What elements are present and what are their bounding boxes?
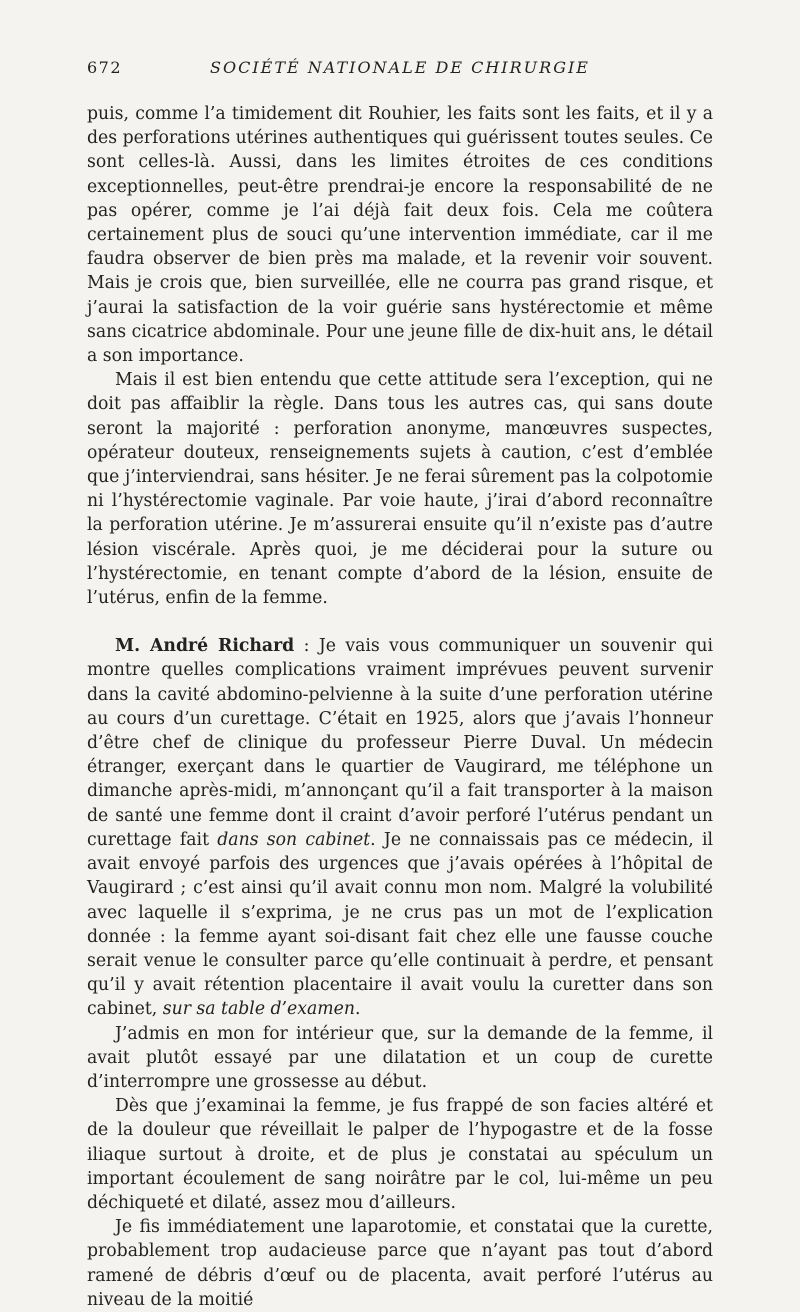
paragraph: Mais il est bien entendu que cette attitude sera l’exception, qui ne doit pas affaiblir la règle. Dans tous les autres cas, qui sans doute seront la majorité : perforation anonyme, manœuvres suspectes, opérateur douteux, renseignements sujets à caution, c’est d’emblée que j’interviendrai, sans hésiter. Je ne ferai sûrement pas la colpotomie ni l’hystérectomie vaginale. Par voie haute, j’irai d’abord reconnaître la perforation utérine. Je m’assurerai ensuite qu’il n’existe pas d’autre lésion viscérale. Après quoi, je me déciderai pour la suture ou l’hystérectomie, en tenant compte d’abord de la lésion, ensuite de l’utérus, enfin de la femme. [87, 370, 713, 609]
page-number: 672 [87, 58, 123, 77]
running-title: SOCIÉTÉ NATIONALE DE CHIRURGIE [210, 58, 590, 77]
paragraph: puis, comme l’a timidement dit Rouhier, les faits sont les faits, et il y a des perforations utérines authentiques qui guérissent toutes seules. Ce sont celles-là. Aussi, dans les limites étroites de ces conditions exceptionnelles, peut-être prendrai-je encore la responsabilité de ne pas opérer, comme je l’ai déjà fait deux fois. Cela me coûtera certainement plus de souci qu’une intervention immédiate, car il me faudra observer de bien près ma malade, et la revenir voir souvent. Mais je crois que, bien surveillée, elle ne courra pas grand risque, et j’aurai la satisfaction de la voir guérie sans hystérectomie et même sans cicatrice abdominale. Pour une jeune fille de dix-huit ans, le détail a son importance. [87, 104, 713, 367]
page-header [87, 58, 713, 84]
paragraph: J’admis en mon for intérieur que, sur la demande de la femme, il avait plutôt essayé par une dilatation et un coup de curette d’interrompre une grossesse au début. [87, 1023, 713, 1092]
paragraph: Dès que j’examinai la femme, je fus frappé de son facies altéré et de la douleur que réveillait le palper de l’hypogastre et de la fosse iliaque surtout à droite, et de plus je constatai au spéculum un important écoulement de sang noirâtre par le col, lui-même un peu déchiqueté et dilaté, assez mou d’ailleurs. [87, 1096, 713, 1213]
paragraph-with-speaker [87, 634, 713, 1021]
italic-phrase: dans son cabinet [217, 829, 371, 850]
speaker-name: M. André Richard [115, 636, 295, 657]
italic-phrase: sur sa table d’examen [162, 999, 355, 1020]
article-body [87, 102, 713, 1312]
paragraph-text-part: . [354, 999, 361, 1020]
paragraph: Je fis immédiatement une laparotomie, et constatai que la curette, probablement trop audacieuse parce que n’ayant pas tout d’abord ramené de débris d’œuf ou de placenta, avait perforé l’utérus au niveau de la moitié [87, 1217, 713, 1310]
paragraph-text-part: : Je vais vous communiquer un souvenir qui montre quelles complications vraiment imprévues peuvent survenir dans la cavité abdomino-pelvienne à la suite d’une perforation utérine au cours d’un curettage. C’était en 1925, alors que j’avais l’honneur d’être chef de clinique du professeur Pierre Duval. Un médecin étranger, exerçant dans le quartier de Vaugirard, me téléphone un dimanche après-midi, m’annonçant qu’il a fait transporter à la maison de santé une femme dont il craint d’avoir perforé l’utérus pendant un curettage fait [87, 636, 713, 850]
paragraph-text-part: . Je ne connaissais pas ce médecin, il avait envoyé parfois des urgences que j’avais opérées à l’hôpital de Vaugirard ; c’est ainsi qu’il avait connu mon nom. Malgré la volubilité avec laquelle il s’exprima, je ne crus pas un mot de l’explication donnée : la femme ayant soi-disant fait chez elle une fausse couche serait venue le consulter parce qu’elle continuait à perdre, et pensant qu’il y avait rétention placentaire il avait voulu la curetter dans son cabinet, [87, 829, 713, 1020]
